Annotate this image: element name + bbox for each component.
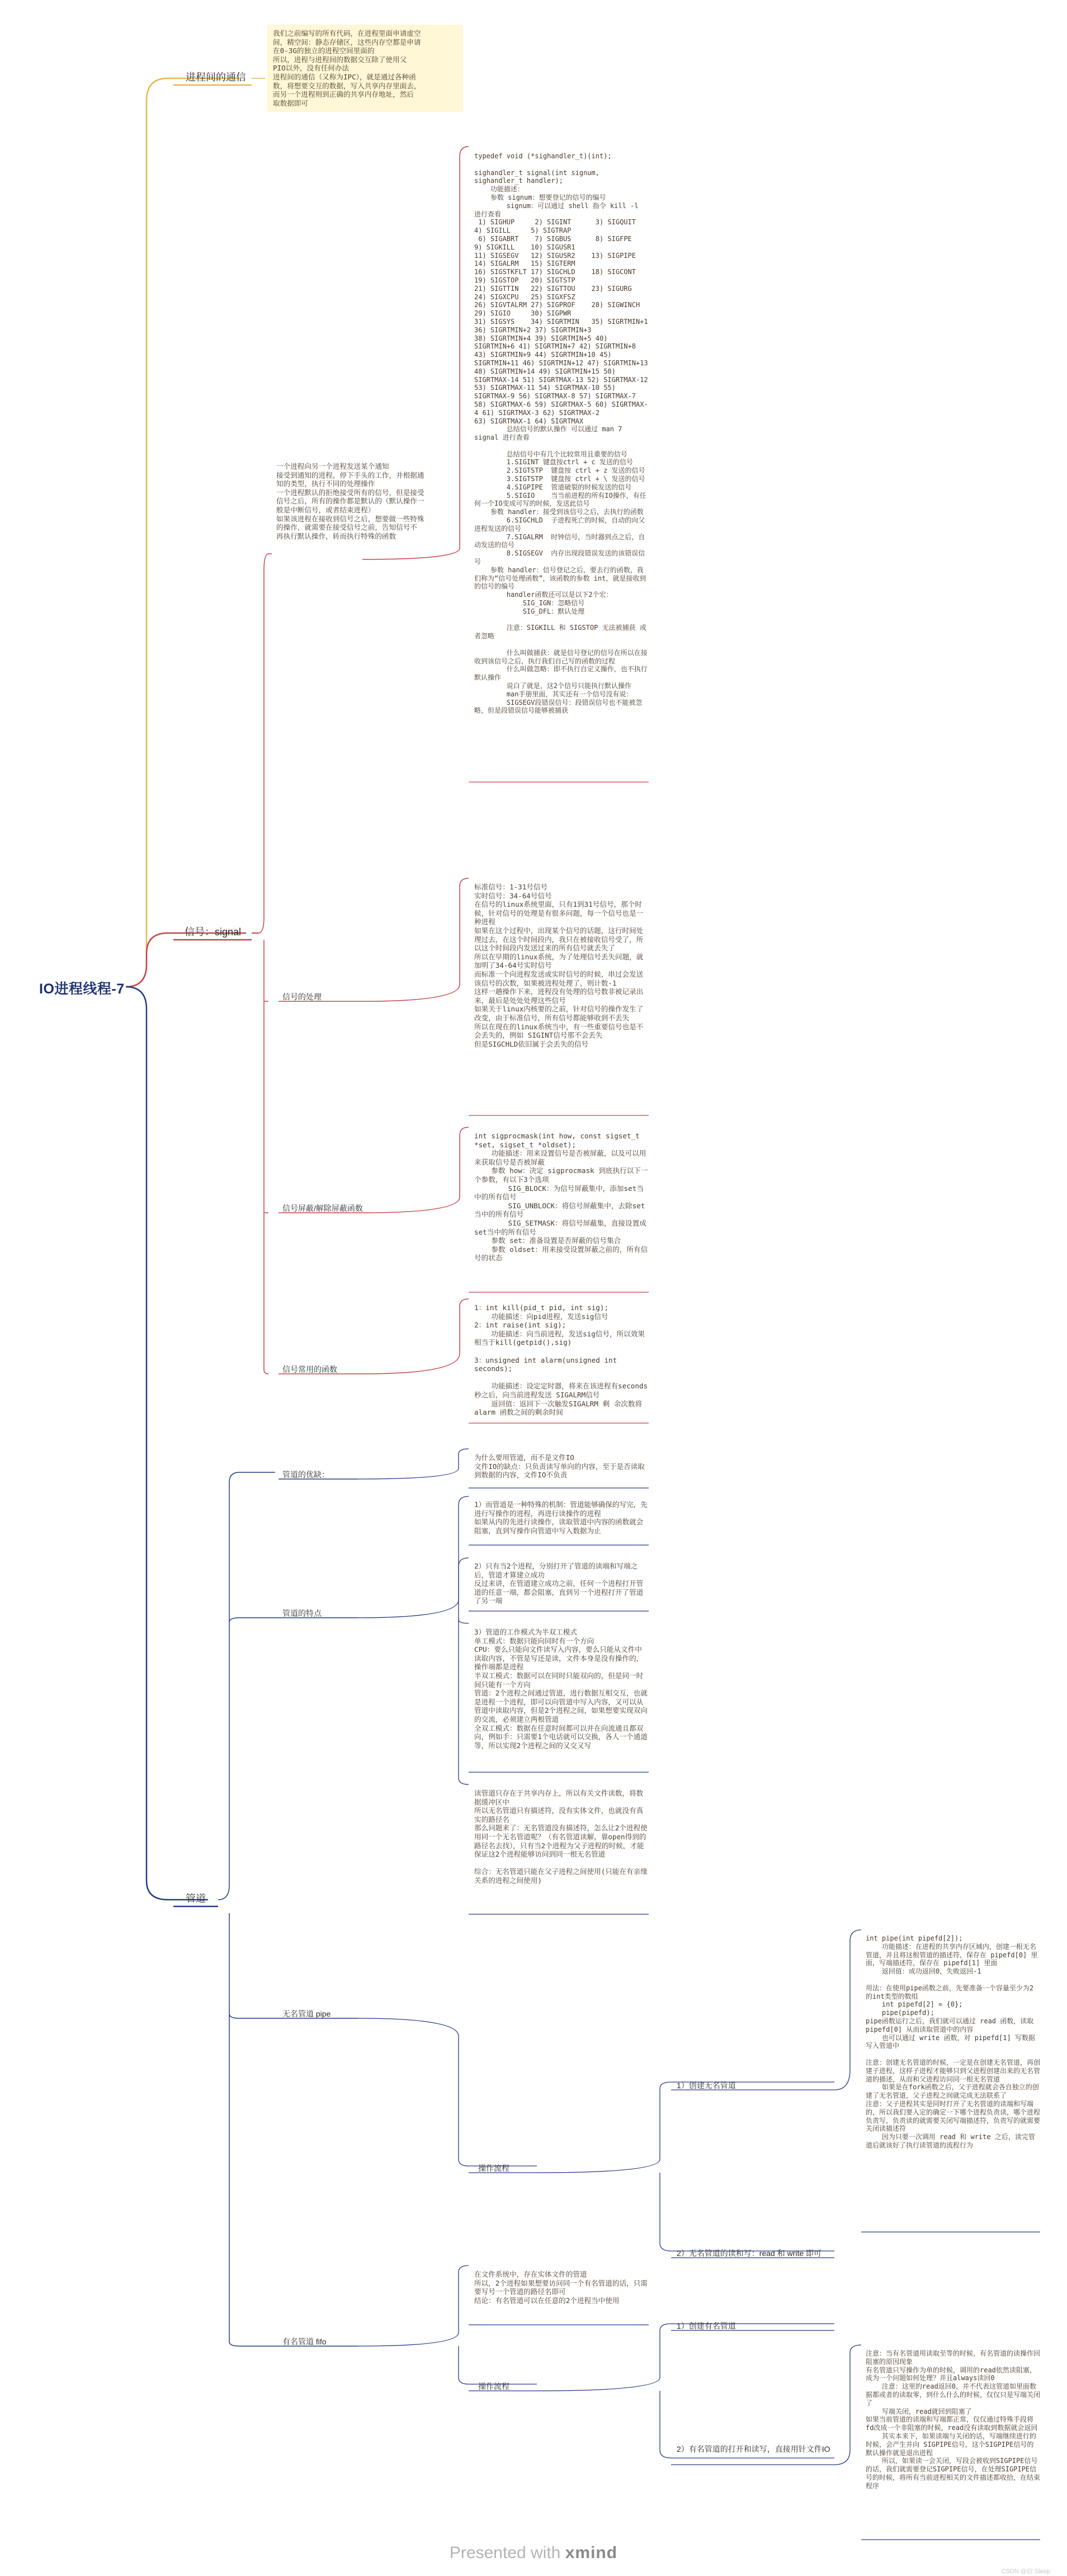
branch-signal[interactable]: 信号：signal bbox=[185, 926, 242, 938]
root-topic[interactable]: IO进程线程-7 bbox=[39, 981, 125, 997]
subtopic-pipe-what[interactable]: 管道的优缺： bbox=[282, 1470, 329, 1479]
note-fifo-desc: 在文件系统中，存在实体文件的管道 所以，2个进程如果想要访问同一个有名管道的话，只需要写号一个管道的路径名即可 结论：有名管道可以在任意的2个进程当中使用 bbox=[474, 2270, 648, 2305]
note-signal-intro: 一个进程向另一个进程发送某个通知 接受到通知的进程，停下手头的工作，并根据通 知的类型，执行不同的处理操作 一个进程默认的拒绝接受所有的信号，但是接受 信号之后，所有的操作都是默认的（默认操作一 般是中断信号，或者结束进程） 如果该进程在接收到信号之后，想要做一些特殊 的操作，就需要在接受信号之前，告知信号不 再执行默认操作，转而执行特殊的函数 bbox=[276, 462, 424, 540]
subtopic-signal-funcs[interactable]: 信号常用的函数 bbox=[282, 1365, 337, 1374]
note-anon-create: int pipe(int pipefd[2]); 功能描述：在进程的共享内存区域内，创建一根无名管道，并且将这根管道的描述符，保存在 pipefd[0] 里面，写端描述符，保存在 pipefd[1] 里面 返回值：成功返回0，失败返回-1 用法：在使用pipe函数之前，先要准备一个容量至少为2的int类型的数组 int pipefd[2] = {0}; pipe(pipefd); pipe函数运行之后，我们就可以通过 read 函数，读取 pipefd[0] 从而读取管道中的内容 也可以通过 write 函数，对 pipefd[1] 写数据写入管道中 注意：创建无名管道的时候，一定是在创建无名管道，再创建子进程，这样子进程才能够只到父进程创建出来的无名管道的描述，从而和父进程访问同一根无名管道 如果是在fork函数之后，父子进程就会各自独立的创建了无名管道，父子进程之间就完成无法联系了 注意：父子进程其实是同时打开了无名管道的读端和写端的，所以我们要入定的确定一下哪个进程负责读，哪个进程负责写，负责读的就需要关闭写端描述符，负责写的就需要关闭读描述符 因为只要一次调用 read 和 write 之后，读完管道后就该好了执行读管道的流程行为 bbox=[866, 1934, 1041, 2149]
subtopic-signal-mask[interactable]: 信号屏蔽/解除屏蔽函数 bbox=[282, 1204, 363, 1213]
note-signal-funcs: 1：int kill(pid_t pid, int sig); 功能描述：向pid进程，发送sig信号 2：int raise(int sig); 功能描述：向当前进程，发送sig信号，所以效果相当于kill(getpid(),sig) 3：unsigned int alarm(unsigned int seconds); 功能描述：设定定时器，将来在该进程有seconds秒之后，向当前进程发送 SIGALRM信号 返回值：返回下一次触发SIGALRM 剩 余次数将 alarm 函数之间的剩余时间 bbox=[474, 1303, 648, 1417]
subtopic-pipe-fifo[interactable]: 有名管道 fifo bbox=[282, 2337, 327, 2346]
subtopic-signal-handle[interactable]: 信号的处理 bbox=[282, 992, 322, 1001]
branch-pipe[interactable]: 管道 bbox=[186, 1893, 206, 1904]
note-fifo-rw: 注意：当有名管道用读取至等的时候，有名管道的读操作回阻塞的原因现象 有名管道只写操作为单的时候，调用的read依然读阻塞，成为一个问题如何处理？并且always读回0 注意：这里的read返回0，并不代表这管道如里面数据都或者的读取零，到什么什么的时候，仅仅只是写端关闭了 写端关闭，read就回到阻塞了 如果当前管道的读端和写端都正常，仅仅通过特殊手段将fd改成一个非阻塞的时候，read没有读取到数据就会返回 其实本来下，如果读端与关闭的话，写端继续进行的时候，会产生并向 SIGPIPE信号，这个SIGPIPE信号的默认操作就是退出进程 所以，如果读一会关闭，写段会被收到SIGPIPE信号的话，我们就需要登记SIGPIPE信号，在处理SIGPIPE信号的时候，将所有当前进程相关的文件描述都收拾，在结束程序 bbox=[866, 2349, 1041, 2490]
footer-prefix: Presented with bbox=[449, 2544, 561, 2562]
xmind-logo: xmind bbox=[565, 2544, 618, 2562]
connector-signal bbox=[126, 933, 246, 987]
connector-pipe bbox=[126, 987, 208, 1900]
note-pipe-feature-3: 3）管道的工作模式为半双工模式 单工模式：数据只能向同时有一个方向 CPU：要么只能向文件读写入内容，要么只能从文件中读取内容，不管是写还是读，文件本身是没有操作的，操作端都是进程 半双工模式：数据可以在同时只能双向的，但是同一时间只能有一个方向 管道：2个进程之间通过管道，进行数据互相交互，也就是进程一个进程，即可以向管道中写入内容，又可以从管道中读取内容，但是2个进程之间，如果想要实现双向的交流，必须建立两根管道 全双工模式：数据在任意时间都可以并在向流通且都双向，例如手：只需要1个电话就可以交换，各人一个通道等，所以实现2个进程之间的又交又写 bbox=[474, 1628, 648, 1750]
subtopic-fifo-rw[interactable]: 2）有名管道的打开和读写，直接用针文件IO bbox=[677, 2445, 830, 2453]
subtopic-anon-create[interactable]: 1）创建无名管道 bbox=[677, 2081, 736, 2090]
footer-watermark bbox=[0, 2544, 1067, 2563]
note-pipe-feature-2: 2）只有当2个进程，分别打开了管道的读端和写端之后，管道才算建立成功 反过来讲，在管道建立成功之前，任何一个进程打开管道的任意一端，都会阻塞，直到另一个进程打开了管道了另一端 bbox=[474, 1562, 644, 1605]
note-pipe-feature-1: 1）而管道是一种特殊的机制：管道能够确保的写完，先进行写操作的进程，再进行读操作的进程 如果从内的先进行读操作，读取管道中内容的函数就会阻塞，直到写操作向管道中写入数据为止 bbox=[474, 1500, 648, 1535]
note-pipe-what: 为什么要用管道，而不是文件IO 文件IO的缺点：只负责读写单向的内容，至于是否读取到数据的内容，文件IO不负责 bbox=[474, 1453, 645, 1480]
subtopic-anon-flow[interactable]: 操作流程 bbox=[478, 2164, 509, 2173]
corner-credit: CSDN @拾 Sleep bbox=[1001, 2568, 1050, 2575]
note-signal-main: typedef void (*sighandler_t)(int); sighandler_t signal(int signum, sighandler_t handler); 功能描述： 参数 signum：想要登记的信号的编号 signum：可以通过 shell 指令 kill -l 进行查看 1) SIGHUP 2) SIGINT 3) SIGQUIT 4) SIGILL 5) SIGTRAP 6) SIGABRT 7) SIGBUS 8) SIGFPE 9) SIGKILL 10) SIGUSR1 11) SIGSEGV 12) SIGUSR2 13) SIGPIPE 14) SIGALRM 15) SIGTERM 16) SIGSTKFLT 17) SIGCHLD 18) SIGCONT 19) SIGSTOP 20) SIGTSTP 21) SIGTTIN 22) SIGTTOU 23) SIGURG 24) SIGXCPU 25) SIGXFSZ 26) SIGVTALRM 27) SIGPROF 28) SIGWINCH 29) SIGIO 30) SIGPWR 31) SIGSYS 34) SIGRTMIN 35) SIGRTMIN+1 36) SIGRTMIN+2 37) SIGRTMIN+3 38) SIGRTMIN+4 39) SIGRTMIN+5 40) SIGRTMIN+6 41) SIGRTMIN+7 42) SIGRTMIN+8 43) SIGRTMIN+9 44) SIGRTMIN+10 45) SIGRTMIN+11 46) SIGRTMIN+12 47) SIGRTMIN+13 48) SIGRTMIN+14 49) SIGRTMIN+15 50) SIGRTMAX-14 51) SIGRTMAX-13 52) SIGRTMAX-12 53) SIGRTMAX-11 54) SIGRTMAX-10 55) SIGRTMAX-9 56) SIGRTMAX-8 57) SIGRTMAX-7 58) SIGRTMAX-6 59) SIGRTMAX-5 60) SIGRTMAX-4 61) SIGRTMAX-3 62) SIGRTMAX-2 63) SIGRTMAX-1 64) SIGRTMAX 总结信号的默认操作 可以通过 man 7 signal 进行查看 总结信号中有几个比较常用且重要的信号 1.SIGINT 键盘按ctrl + c 发送的信号 2.SIGTSTP 键盘按 ctrl + z 发送的信号 3.SIGTSTP 键盘按 ctrl + \ 发送的信号 4.SIGPIPE 管道破裂的时候发送的信号 5.SIGIO 当当前进程的所有IO操作，有任何一个IO变成可写的时候，发送此信号 参数 handler：接受到该信号之后，去执行的函数 6.SIGCHLD 子进程死亡的时候，自动的向父进程发送的信号 7.SIGALRM 时钟信号，当时器到点之后，自动发送的信号 8.SIGSEGV 内存出现段错误发送的该错误信号 参数 handler：信号登记之后，要去行的函数，我们称为“信号处理函数”，该函数的参数 int，就是接收到的信号的编号 handler函数还可以是以下2个宏： SIG_IGN：忽略信号 SIG_DFL：默认处理 注意：SIGKILL 和 SIGSTOP 无法被捕获 或者忽略 什么叫做捕获：就是信号登记的信号在所以在接收到该信号之后，执行我们自己写的函数的过程 什么叫做忽略：即不执行自定义操作，也不执行默认操作 说白了就是，这2个信号只能执行默认操作 man手册里面，其实还有一个信号没有说： SIGSEGV段错误信号：段错误信号也不能被忽略，但是段错误信号能够被捕获 bbox=[474, 152, 648, 715]
note-signal-handle: 标准信号：1-31号信号 实时信号：34-64号信号 在信号的linux系统里面，只有1到31号信号，那个时候，针对信号的处理是有很多问题，每一个信号也是一种进程 如果在这个过程中，出现某个信号的话题，这行时间处理过去，在这个时间段内，我只在被接收信号受了，所以这个时间段内发送过来的所有信号就丢失了 所以在早期的linux系统，为了处理信号丢失问题，就加明了34-64号实时信号 而标准一个向进程发送或实时信号的时候，串过会发送该信号的次数，如果被进程处理了，则计数-1 这样一趟操作下来，进程没有处理的信号数非被记录出来，最后是处处处理这些信号 如果关于linux内核要的之前，针对信号的操作发生了改变，由于标准信号，所有信号都能够收到不丢失 所以在现在的linux系统当中，有一些重要信号也是不会丢失的，例如 SIGINT信号那不会丢失 但是SIGCHLD依旧属于会丢失的信号 bbox=[474, 883, 644, 1048]
connector-ipc bbox=[126, 78, 242, 987]
subtopic-fifo-flow[interactable]: 操作流程 bbox=[478, 2382, 509, 2391]
note-pipe-feature-4: 读管道只存在于共享内存上，所以有关文件读数，将数据缓冲区中 所以无名管道只有描述符，没有实体文件，也就没有真实的路径名 那么问题来了：无名管道没有描述符，怎么让2个进程使用同一个无名管道呢？（有名管道读解，靠open得到的路径名去找），只有当2个进程为父子进程的时候，才能保证这2个进程能够访问到同一根无名管道 综合：无名管道只能在父子进程之间使用(只能在有亲缘关系的进程之间使用) bbox=[474, 1789, 648, 1885]
note-signal-mask: int sigprocmask(int how, const sigset_t *set, sigset_t *oldset); 功能描述：用来设置信号是否被屏蔽，以及可以用来获取信号是否被屏蔽 参数 how：决定 sigprocmask 到底执行以下一个参数，有以下3个选项 SIG_BLOCK：为信号屏蔽集中，添加set当中的所有信号 SIG_UNBLOCK：将信号屏蔽集中，去除set当中的所有信号 SIG_SETMASK：将信号屏蔽集，直接设置成set当中的所有信号 参数 set：准备设置是否屏蔽的信号集合 参数 oldset：用来接受设置屏蔽之前的，所有信号的状态 bbox=[474, 1132, 648, 1263]
branch-ipc[interactable]: 进程间的通信 bbox=[186, 72, 246, 83]
subtopic-fifo-create[interactable]: 1）创建有名管道 bbox=[677, 2321, 736, 2330]
note-ipc: 我们之前编写的所有代码，在进程里面申请虚空 间，精空间：静态存储区，这些内存空都是申请 在0-3G的独立的进程空间里面的 所以，进程与进程间的数据交互除了使用父 PIO以外，没有任何办法 进程间的通信（又称为IPC），就是通过各种函 数，将想要交互的数据，写入共享内存里面去， 而另一个进程则到正确的共享内存地址，然后 取数据即可 bbox=[267, 25, 463, 112]
subtopic-pipe-features[interactable]: 管道的特点 bbox=[282, 1609, 322, 1618]
subtopic-anon-rw[interactable]: 2）无名管道的读和写：read 和 write 即可 bbox=[677, 2249, 822, 2258]
subtopic-pipe-anon[interactable]: 无名管道 pipe bbox=[282, 2009, 331, 2018]
